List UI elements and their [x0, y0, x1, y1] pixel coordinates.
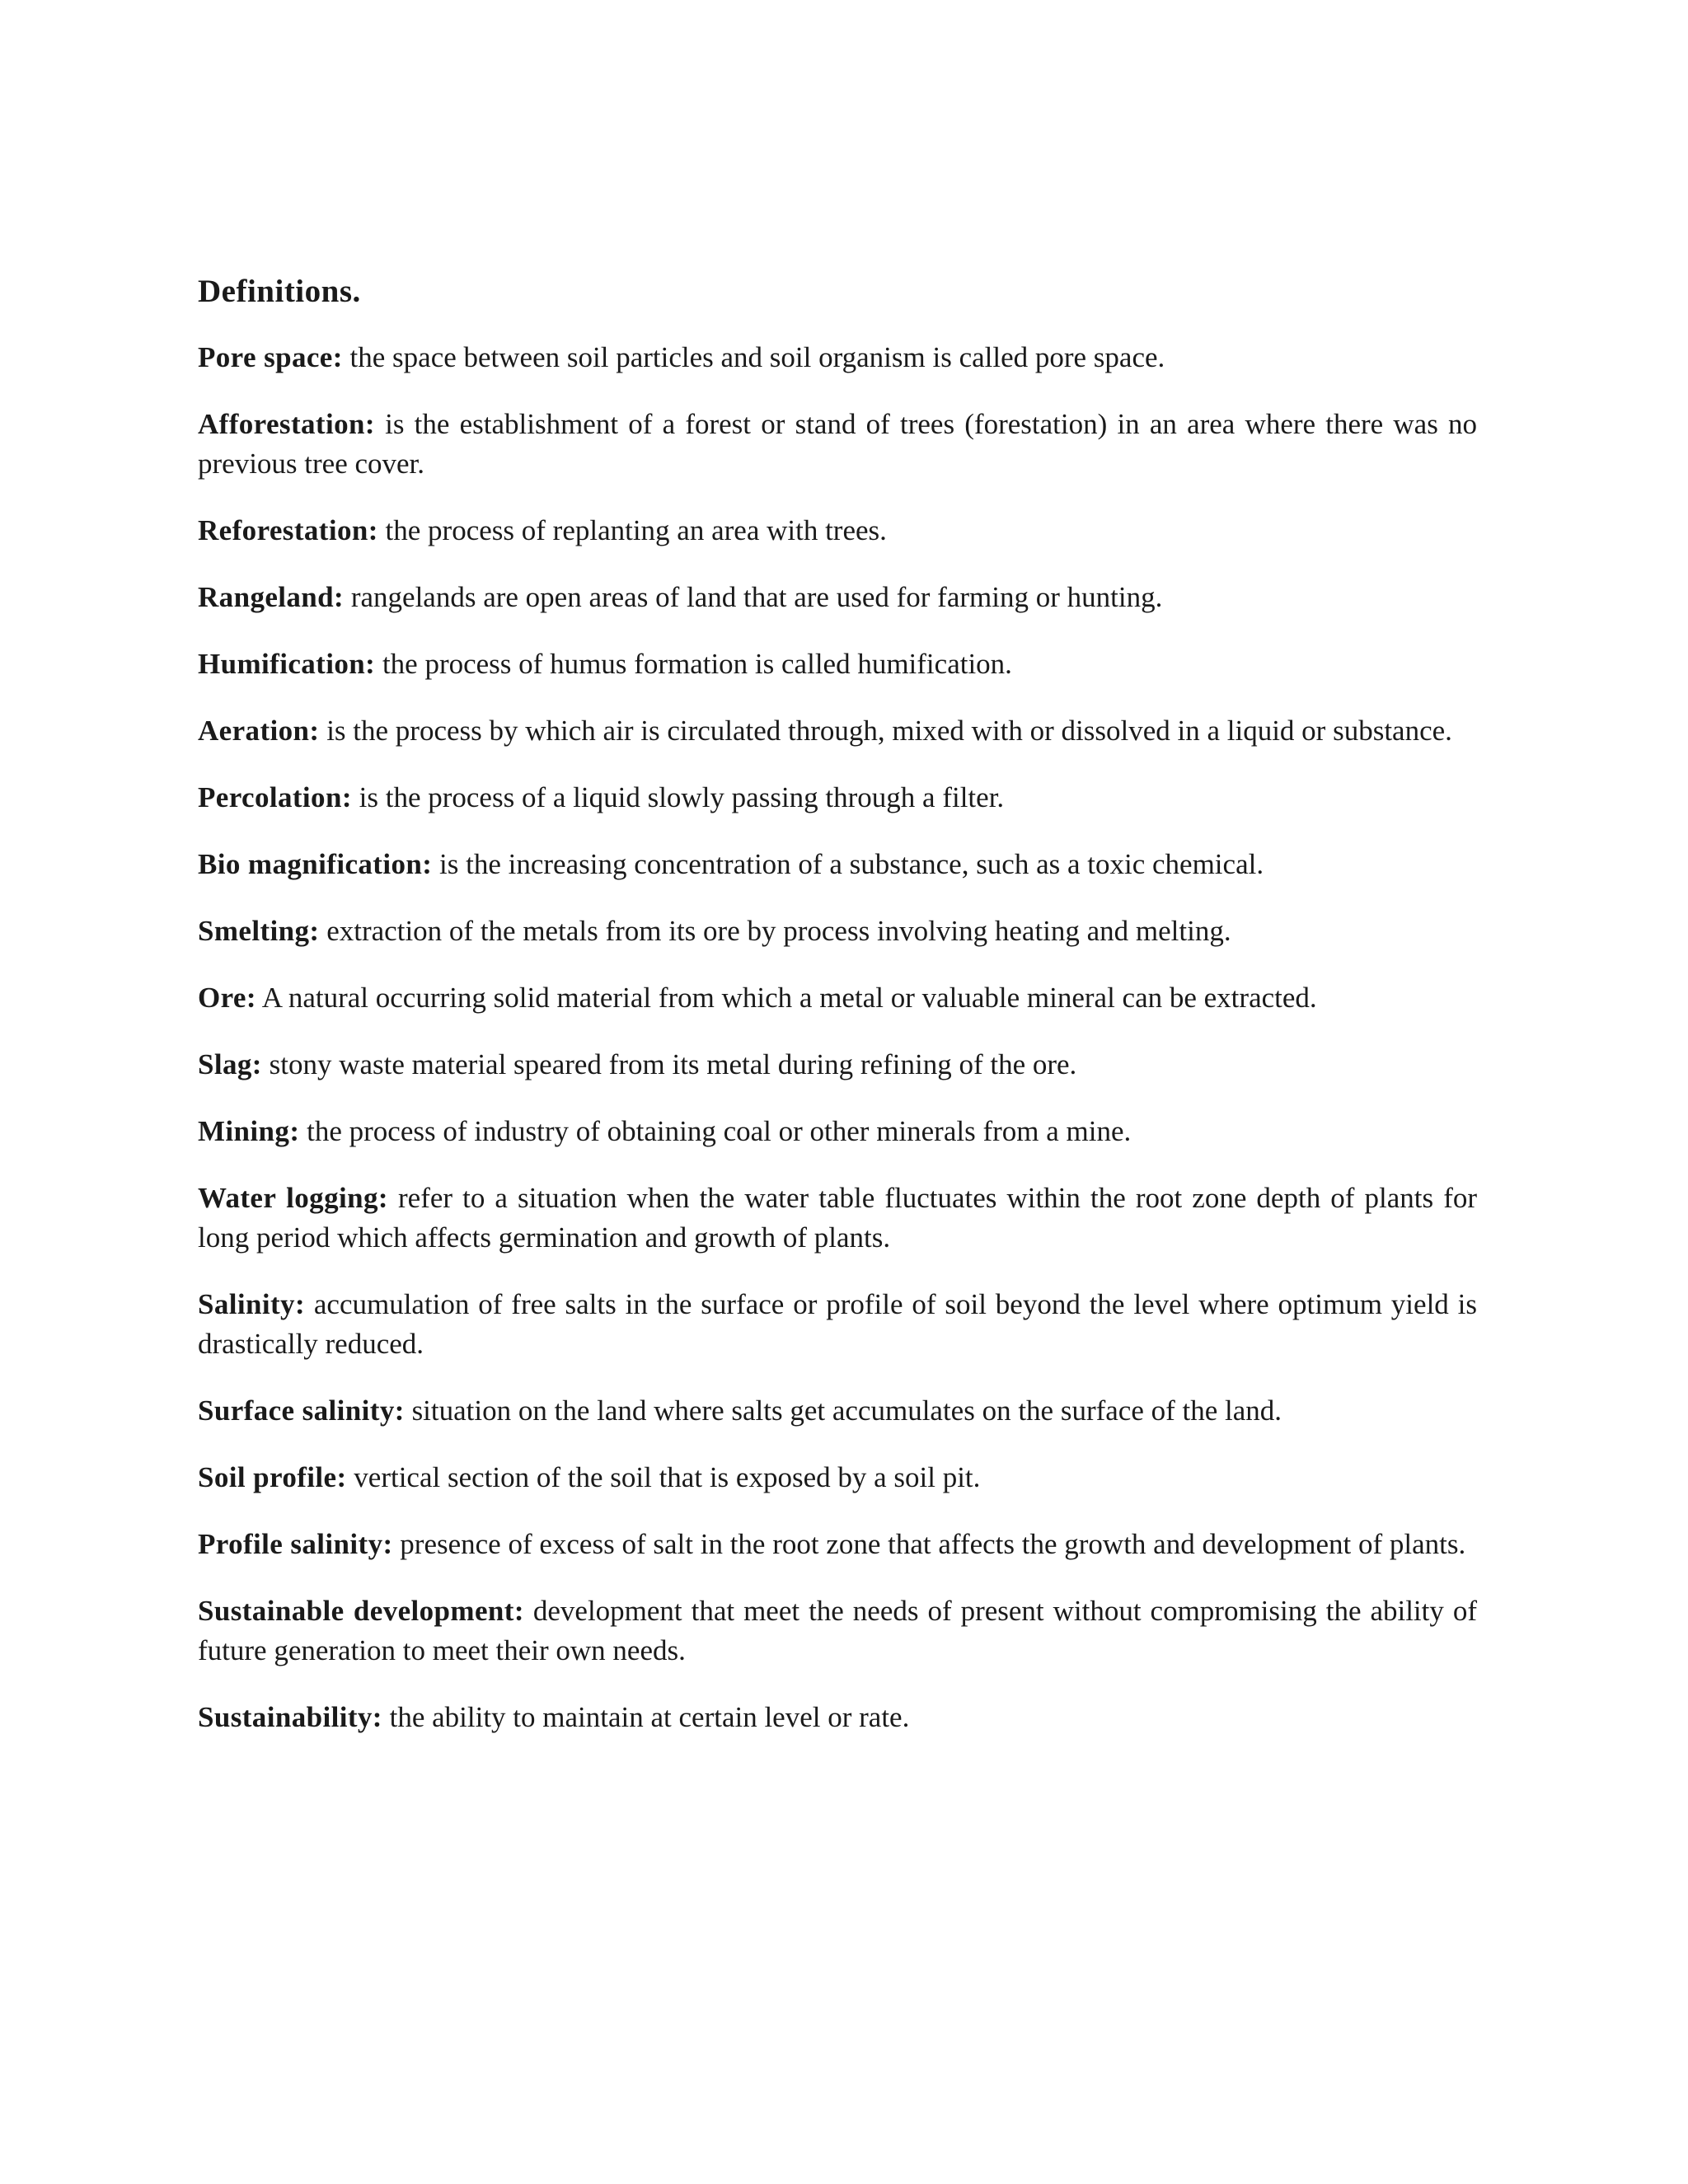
definition-text: is the process by which air is circulated through, mixed with or dissolved in a liquid or substance.: [326, 715, 1452, 747]
definition-text: the ability to maintain at certain level or rate.: [389, 1701, 910, 1733]
document-page: [198, 272, 1477, 1765]
definition-text: is the establishment of a forest or stand of trees (forestation) in an area where there was no previous tree cover.: [198, 408, 1478, 480]
definition-text: accumulation of free salts in the surface or profile of soil beyond the level where optimum yield is drastically reduced.: [198, 1288, 1477, 1360]
page-title: Definitions.: [198, 274, 361, 309]
definition-item-rangeland: [198, 578, 1477, 617]
definition-term: Salinity:: [198, 1288, 306, 1320]
definition-text: the space between soil particles and soil organism is called pore space.: [349, 341, 1165, 373]
definition-text: is the process of a liquid slowly passing through a filter.: [359, 781, 1005, 813]
definition-text: presence of excess of salt in the root zone that affects the growth and development of plants.: [400, 1528, 1466, 1560]
definition-item-ore: [198, 978, 1477, 1018]
definition-term: Rangeland:: [198, 581, 345, 613]
definition-text: is the increasing concentration of a substance, such as a toxic chemical.: [439, 848, 1264, 880]
definition-list: [198, 338, 1477, 1737]
definition-text: A natural occurring solid material from which a metal or valuable mineral can be extracted.: [261, 982, 1317, 1014]
definition-term: Smelting:: [198, 915, 320, 947]
definition-text: situation on the land where salts get accumulates on the surface of the land.: [411, 1394, 1282, 1427]
definition-item-salinity: [198, 1285, 1477, 1364]
definition-item-soil-profile: [198, 1458, 1477, 1497]
definition-term: Bio magnification:: [198, 848, 433, 880]
definition-text: development that meet the needs of present without compromising the ability of future generation to meet their own needs.: [198, 1595, 1478, 1666]
definition-term: Afforestation:: [198, 408, 375, 440]
definition-term: Slag:: [198, 1048, 262, 1080]
definition-item-percolation: [198, 778, 1477, 818]
definition-item-humification: [198, 644, 1477, 684]
definition-text: rangelands are open areas of land that are used for farming or hunting.: [350, 581, 1163, 613]
definition-text: the process of humus formation is called humification.: [382, 648, 1012, 680]
definition-term: Aeration:: [198, 715, 320, 747]
definition-item-surface-salinity: [198, 1391, 1477, 1431]
definition-term: Sustainable development:: [198, 1595, 524, 1627]
definition-item-aeration: [198, 711, 1477, 751]
definition-text: refer to a situation when the water table fluctuates within the root zone depth of plants for long period which affects germination and growth of plants.: [198, 1182, 1478, 1254]
definition-text: extraction of the metals from its ore by process involving heating and melting.: [326, 915, 1231, 947]
definition-term: Profile salinity:: [198, 1528, 393, 1560]
definition-term: Pore space:: [198, 341, 343, 373]
definition-text: the process of replanting an area with trees.: [385, 514, 887, 546]
definition-item-profile-salinity: [198, 1525, 1477, 1564]
definition-text: stony waste material speared from its metal during refining of the ore.: [269, 1048, 1077, 1080]
definition-term: Mining:: [198, 1115, 300, 1147]
definition-term: Sustainability:: [198, 1701, 382, 1733]
definition-item-sustainability: [198, 1698, 1477, 1737]
definition-item-pore-space: [198, 338, 1477, 377]
definition-item-afforestation: [198, 405, 1477, 484]
definition-item-smelting: [198, 912, 1477, 951]
definition-item-reforestation: [198, 511, 1477, 551]
definition-term: Humification:: [198, 648, 376, 680]
definition-term: Percolation:: [198, 781, 352, 813]
definition-term: Water logging:: [198, 1182, 388, 1214]
definition-item-mining: [198, 1112, 1477, 1151]
definition-item-sustainable-development: [198, 1591, 1477, 1671]
definition-text: the process of industry of obtaining coal or other minerals from a mine.: [307, 1115, 1132, 1147]
definition-text: vertical section of the soil that is exposed by a soil pit.: [354, 1461, 981, 1493]
definition-term: Reforestation:: [198, 514, 378, 546]
definition-term: Surface salinity:: [198, 1394, 405, 1427]
definition-term: Soil profile:: [198, 1461, 347, 1493]
definition-item-slag: [198, 1045, 1477, 1085]
definition-term: Ore:: [198, 982, 256, 1014]
definition-item-bio-magnification: [198, 845, 1477, 884]
definition-item-water-logging: [198, 1179, 1477, 1258]
